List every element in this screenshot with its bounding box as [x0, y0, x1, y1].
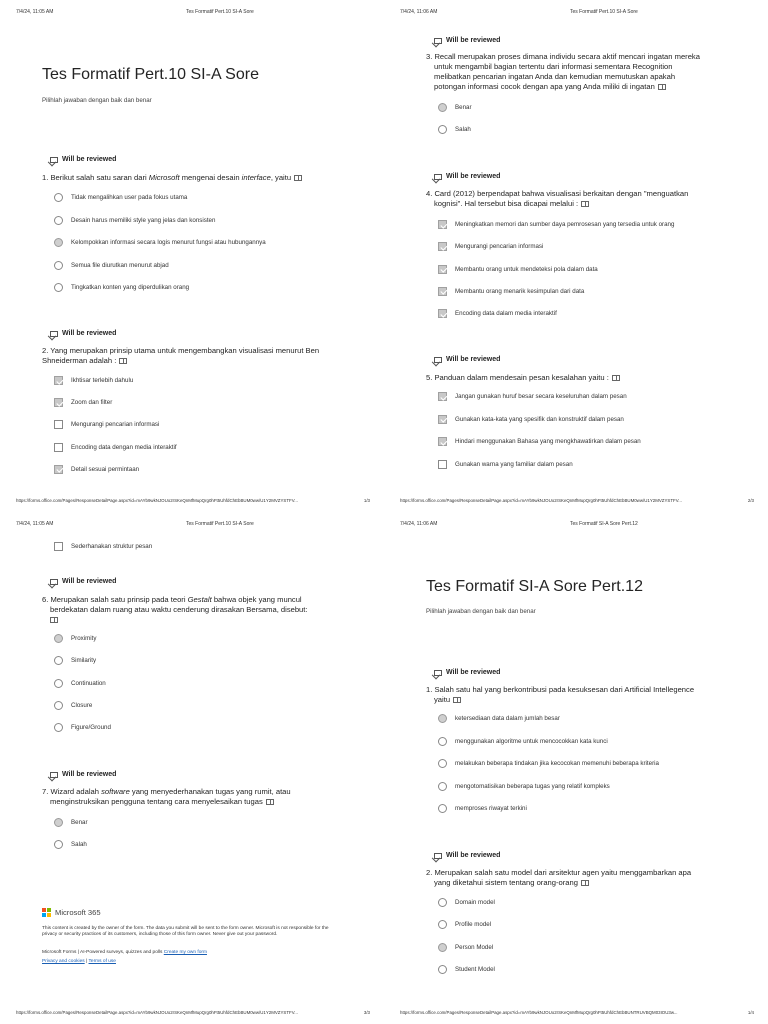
- radio-button[interactable]: [54, 723, 63, 732]
- pdf-page-2: [384, 0, 768, 512]
- page-footer: [0, 1010, 384, 1018]
- review-badge: [50, 330, 116, 337]
- answer-option-label: Tingkatkan konten yang diperdulikan orang: [71, 284, 190, 291]
- answer-option-label: Continuation: [71, 679, 106, 687]
- review-label: Will be reviewed: [62, 330, 117, 337]
- question-emphasis: Microsoft: [148, 173, 180, 182]
- review-badge: [50, 578, 116, 585]
- envelope-icon: [434, 357, 442, 363]
- answer-option[interactable]: [54, 840, 87, 849]
- review-label: Will be reviewed: [446, 356, 501, 363]
- answer-option-label: Salah: [455, 126, 471, 133]
- print-date: 7/4/24, 11:05 AM: [16, 9, 54, 15]
- envelope-icon: [434, 853, 442, 859]
- answer-option[interactable]: [438, 460, 573, 469]
- answer-option[interactable]: [54, 420, 159, 429]
- review-badge: [434, 356, 500, 363]
- radio-button[interactable]: [54, 216, 63, 225]
- answer-option[interactable]: [54, 542, 152, 551]
- answer-option-label: Benar: [455, 104, 472, 111]
- checkbox[interactable]: [438, 392, 447, 401]
- review-label: Will be reviewed: [62, 771, 117, 778]
- answer-option[interactable]: [438, 714, 560, 723]
- radio-button[interactable]: [438, 965, 447, 974]
- review-badge: [50, 771, 116, 778]
- radio-button[interactable]: [438, 804, 447, 813]
- answer-option[interactable]: [438, 242, 543, 251]
- form-subtitle: Pilihlah jawaban dengan baik dan benar: [42, 97, 152, 104]
- answer-option[interactable]: [438, 737, 608, 746]
- review-badge: [434, 173, 500, 180]
- page-footer: [384, 498, 768, 506]
- question-text: yang diketahui sistem tentang orang-orang: [434, 878, 578, 887]
- question-p12-2: [426, 868, 726, 888]
- page-header: [0, 521, 384, 529]
- radio-button[interactable]: [54, 701, 63, 710]
- answer-option[interactable]: [54, 283, 189, 292]
- form-subtitle: Pilihlah jawaban dengan baik dan benar: [426, 608, 536, 615]
- question-text: kognisi". Hal tersebut bisa dicapai melalui :: [434, 199, 579, 208]
- answer-option[interactable]: [54, 465, 139, 474]
- disclaimer-text: This content is created by the owner of the form. The data you submit will be sent to the form owner. Microsoft is not responsible for the privacy or security practices of its customers, including those of this form owner. Never give out your password.: [42, 926, 329, 937]
- answer-option[interactable]: [54, 656, 96, 665]
- legal-links: [42, 959, 116, 964]
- envelope-icon: [50, 331, 58, 337]
- page-footer: [0, 498, 384, 506]
- review-badge: [434, 852, 500, 859]
- answer-option[interactable]: [438, 898, 495, 907]
- radio-button[interactable]: [54, 679, 63, 688]
- question-text: 4. Card (2012) berpendapat bahwa visualisasi berkaitan dengan "menguatkan: [426, 189, 689, 198]
- answer-option[interactable]: [54, 701, 92, 710]
- answer-option[interactable]: [54, 398, 112, 407]
- answer-option-label: Encoding data dalam media interaktif: [455, 310, 557, 318]
- print-url: https://forms.office.com/Pages/ResponseDetailPage.aspx?id=mAYb9wkNJOUo2rSKeQnMfMupQrg0hFt5UhfdChEbBUNTRUVBQM03IOU3w...: [400, 1010, 678, 1015]
- page-number: 1/4: [747, 1010, 754, 1015]
- print-url: https://forms.office.com/Pages/ResponseDetailPage.aspx?id=mAYb9wkNJOUo2rSKeQnMfMupQrg0hFt5UhfdChEbBUM0ww/U1Y2MVZYSTFV...: [16, 498, 298, 503]
- print-date: 7/4/24, 11:05 AM: [16, 521, 54, 527]
- answer-option[interactable]: [54, 679, 106, 688]
- answer-option-label: Profile model: [455, 921, 492, 929]
- answer-option-label: Sederhanakan struktur pesan: [71, 543, 153, 550]
- question-5: [426, 373, 726, 383]
- question-text: melibatkan pencarian ingatan Anda dan kemudian memutuskan apakah: [434, 72, 676, 81]
- create-form-link[interactable]: Create my own form: [163, 950, 207, 955]
- answer-option[interactable]: [54, 634, 96, 643]
- checkbox[interactable]: [54, 465, 63, 474]
- answer-option-label: Student Model: [455, 965, 495, 973]
- answer-option[interactable]: [438, 415, 624, 424]
- microsoft-logo-icon: [42, 908, 51, 917]
- checkbox[interactable]: [438, 220, 447, 229]
- form-title: Tes Formatif Pert.10 SI-A Sore: [42, 66, 259, 83]
- answer-option-label: Person Model: [455, 943, 494, 951]
- answer-option[interactable]: [438, 220, 674, 229]
- microsoft-365-logo: [42, 908, 101, 917]
- radio-button[interactable]: [54, 283, 63, 292]
- radio-button[interactable]: [438, 103, 447, 112]
- answer-option-label: melakukan beberapa tindakan jika kecocokan memenuhi beberapa kriteria: [455, 760, 659, 767]
- radio-button[interactable]: [438, 714, 447, 723]
- radio-button[interactable]: [54, 656, 63, 665]
- checkbox[interactable]: [438, 460, 447, 469]
- answer-option[interactable]: [54, 193, 187, 202]
- question-text: mengenai desain: [179, 173, 242, 182]
- question-text: 7. Wizard adalah: [42, 787, 102, 796]
- review-label: Will be reviewed: [446, 669, 501, 676]
- answer-option-label: menggunakan algoritme untuk mencocokkan kata kunci: [455, 737, 608, 745]
- link-separator: |: [86, 959, 88, 964]
- print-url: https://forms.office.com/Pages/ResponseDetailPage.aspx?id=mAYb9wkNJOUo2rSKeQnMfMupQrg0hFt5UhfdChEbBUM0ww/U1Y2MVZYSTFV...: [400, 498, 682, 503]
- review-badge: [434, 669, 500, 676]
- question-text: , yaitu: [270, 173, 292, 182]
- immersive-reader-icon[interactable]: [612, 375, 620, 381]
- question-text: 1. Salah satu hal yang berkontribusi pada kesuksesan dari Artificial Intellegence: [426, 685, 695, 694]
- privacy-link[interactable]: Privacy and cookies: [42, 959, 85, 964]
- checkbox[interactable]: [54, 398, 63, 407]
- review-label: Will be reviewed: [62, 578, 117, 585]
- checkbox[interactable]: [54, 542, 63, 551]
- checkbox[interactable]: [438, 437, 447, 446]
- radio-button[interactable]: [438, 759, 447, 768]
- answer-option[interactable]: [54, 818, 88, 827]
- powered-by-line: [42, 950, 207, 955]
- question-p12-1: [426, 685, 726, 705]
- envelope-icon: [50, 579, 58, 585]
- radio-button[interactable]: [54, 818, 63, 827]
- answer-option-label: Membantu orang menarik kesimpulan dari data: [455, 287, 585, 295]
- review-label: Will be reviewed: [446, 37, 501, 44]
- immersive-reader-icon[interactable]: [119, 358, 127, 364]
- immersive-reader-icon[interactable]: [266, 799, 274, 805]
- pdf-page-1: [0, 0, 384, 512]
- radio-button[interactable]: [438, 782, 447, 791]
- print-title: Tes Formatif Pert.10 SI-A Sore: [186, 9, 254, 15]
- question-2: [42, 346, 342, 366]
- print-title: Tes Formatif SI-A Sore Pert.12: [570, 521, 638, 527]
- radio-button[interactable]: [438, 943, 447, 952]
- envelope-icon: [50, 157, 58, 163]
- answer-option[interactable]: [54, 443, 177, 452]
- question-text: menginstruksikan pengguna tentang cara menyelesaikan tugas: [50, 797, 263, 806]
- answer-option-label: Benar: [71, 819, 88, 826]
- question-text: Shneiderman adalah :: [42, 356, 117, 365]
- pdf-page-4: [384, 512, 768, 1024]
- answer-option-label: Gunakan warna yang familiar dalam pesan: [455, 460, 573, 468]
- answer-option-label: Closure: [71, 701, 93, 709]
- powered-by-text: Microsoft Forms | AI-Powered surveys, quizzes and polls: [42, 950, 163, 955]
- page-footer: [384, 1010, 768, 1018]
- page-number: 3/3: [363, 1010, 370, 1015]
- print-title: Tes Formatif Pert.10 SI-A Sore: [570, 9, 638, 15]
- answer-option[interactable]: [438, 287, 584, 296]
- question-6: [42, 595, 342, 625]
- answer-option[interactable]: [54, 261, 169, 270]
- immersive-reader-icon[interactable]: [453, 697, 461, 703]
- question-emphasis: interface: [241, 173, 271, 182]
- radio-button[interactable]: [54, 261, 63, 270]
- question-text: 1. Berikut salah satu saran dari: [42, 173, 149, 182]
- answer-option[interactable]: [438, 782, 610, 791]
- print-title: Tes Formatif Pert.10 SI-A Sore: [186, 521, 254, 527]
- question-7: [42, 787, 342, 807]
- answer-option-label: Membantu orang untuk mendeteksi pola dalam data: [455, 265, 598, 273]
- answer-option-label: Similarity: [71, 657, 97, 665]
- checkbox[interactable]: [54, 376, 63, 385]
- question-text: 2. Yang merupakan prinsip utama untuk mengembangkan visualisasi menurut Ben: [42, 346, 320, 355]
- immersive-reader-icon[interactable]: [658, 84, 666, 90]
- envelope-icon: [434, 38, 442, 44]
- answer-option-label: Encoding data dengan media interaktif: [71, 443, 177, 451]
- answer-option-label: Meningkatkan memori dan sumber daya pemrosesan yang tersedia untuk orang: [455, 221, 675, 228]
- answer-option-label: mengotomatisikan beberapa tugas yang relatif kompleks: [455, 782, 610, 790]
- answer-option-label: Salah: [71, 841, 87, 848]
- question-emphasis: software: [101, 787, 130, 796]
- answer-option-label: Proximity: [71, 635, 97, 642]
- checkbox[interactable]: [438, 242, 447, 251]
- terms-link[interactable]: Terms of use: [88, 959, 116, 964]
- pdf-page-3: [0, 512, 384, 1024]
- question-text: yaitu: [434, 695, 451, 704]
- radio-button[interactable]: [438, 125, 447, 134]
- answer-option-label: memproses riwayat terkini: [455, 805, 527, 812]
- question-emphasis: Gestalt: [187, 595, 212, 604]
- print-date: 7/4/24, 11:06 AM: [400, 521, 438, 527]
- answer-option[interactable]: [438, 965, 495, 974]
- envelope-icon: [50, 772, 58, 778]
- answer-option-label: Hindari menggunakan Bahasa yang mengkhawatirkan dalam pesan: [455, 438, 641, 445]
- immersive-reader-icon[interactable]: [581, 880, 589, 886]
- question-text: 5. Panduan dalam mendesain pesan kesalahan yaitu :: [426, 373, 609, 382]
- brand-name: Microsoft 365: [55, 908, 101, 917]
- immersive-reader-icon[interactable]: [581, 201, 589, 207]
- print-date: 7/4/24, 11:06 AM: [400, 9, 438, 15]
- radio-button[interactable]: [54, 840, 63, 849]
- radio-button[interactable]: [54, 634, 63, 643]
- page-number: 1/3: [363, 498, 370, 503]
- answer-option-label: Jangan gunakan huruf besar secara keseluruhan dalam pesan: [455, 393, 627, 400]
- checkbox[interactable]: [54, 420, 63, 429]
- answer-option[interactable]: [54, 376, 133, 385]
- answer-option[interactable]: [54, 238, 266, 247]
- answer-option[interactable]: [438, 125, 471, 134]
- review-label: Will be reviewed: [446, 173, 501, 180]
- answer-option[interactable]: [438, 309, 557, 318]
- form-title: Tes Formatif SI-A Sore Pert.12: [426, 578, 643, 595]
- answer-option[interactable]: [438, 265, 598, 274]
- answer-option-label: Kelompokkan informasi secara logis menurut fungsi atau hubungannya: [71, 239, 266, 246]
- answer-option-label: Semua file diurutkan menurut abjad: [71, 261, 169, 269]
- page-header: [384, 9, 768, 17]
- radio-button[interactable]: [438, 898, 447, 907]
- question-3: [426, 52, 726, 92]
- answer-option-label: Mengurangi pencarian informasi: [455, 243, 544, 251]
- question-4: [426, 189, 726, 209]
- radio-button[interactable]: [54, 238, 63, 247]
- checkbox[interactable]: [54, 443, 63, 452]
- answer-option-label: Ikhtisar terlebih dahulu: [71, 377, 134, 384]
- question-text: yang menyederhanakan tugas yang rumit, atau: [129, 787, 291, 796]
- review-badge: [50, 156, 116, 163]
- page-header: [384, 521, 768, 529]
- envelope-icon: [434, 670, 442, 676]
- question-text: 6. Merupakan salah satu prinsip pada teori: [42, 595, 188, 604]
- review-label: Will be reviewed: [446, 852, 501, 859]
- answer-option[interactable]: [438, 920, 491, 929]
- answer-option[interactable]: [54, 723, 111, 732]
- checkbox[interactable]: [438, 265, 447, 274]
- review-label: Will be reviewed: [62, 156, 117, 163]
- page-number: 2/3: [747, 498, 754, 503]
- checkbox[interactable]: [438, 309, 447, 318]
- answer-option-label: Zoom dan filter: [71, 399, 113, 407]
- answer-option-label: Tidak mengalihkan user pada fokus utama: [71, 194, 188, 201]
- question-text: berdekatan dalam ruang atau waktu cenderung dirasakan Bersama, disebut:: [50, 605, 308, 614]
- answer-option-label: Domain model: [455, 899, 495, 906]
- immersive-reader-icon[interactable]: [50, 617, 58, 623]
- question-text: 3. Recall merupakan proses dimana individu secara aktif mencari ingatan mereka: [426, 52, 700, 61]
- review-badge: [434, 37, 500, 44]
- checkbox[interactable]: [438, 287, 447, 296]
- question-text: 2. Merupakan salah satu model dari arsitektur agen yaitu menggambarkan apa: [426, 868, 692, 877]
- question-text: untuk mengambil bagian tertentu dari informasi sementara Recognition: [434, 62, 673, 71]
- radio-button[interactable]: [54, 193, 63, 202]
- question-text: potongan informasi cocok dengan apa yang Anda miliki di ingatan: [434, 82, 655, 91]
- answer-option-label: Gunakan kata-kata yang spesifik dan konstruktif dalam pesan: [455, 415, 624, 423]
- answer-option-label: Mengurangi pencarian informasi: [71, 421, 160, 429]
- answer-option-label: Desain harus memiliki style yang jelas dan konsisten: [71, 216, 216, 224]
- radio-button[interactable]: [438, 920, 447, 929]
- immersive-reader-icon[interactable]: [294, 175, 302, 181]
- answer-option[interactable]: [438, 759, 659, 768]
- print-url: https://forms.office.com/Pages/ResponseDetailPage.aspx?id=mAYb9wkNJOUo2rSKeQnMfMupQrg0hFt5UhfdChEbBUM0ww/U1Y2MVZYSTFV...: [16, 1010, 298, 1015]
- answer-option[interactable]: [438, 943, 493, 952]
- answer-option[interactable]: [438, 103, 472, 112]
- page-header: [0, 9, 384, 17]
- answer-option-label: Detail sesuai permintaan: [71, 465, 140, 473]
- radio-button[interactable]: [438, 737, 447, 746]
- question-1: [42, 173, 342, 183]
- answer-option[interactable]: [438, 392, 627, 401]
- answer-option[interactable]: [438, 804, 527, 813]
- answer-option-label: Figure/Ground: [71, 724, 111, 732]
- answer-option[interactable]: [438, 437, 641, 446]
- envelope-icon: [434, 174, 442, 180]
- answer-option[interactable]: [54, 216, 215, 225]
- answer-option-label: ketersediaan data dalam jumlah besar: [455, 715, 560, 722]
- question-text: bahwa objek yang muncul: [211, 595, 302, 604]
- checkbox[interactable]: [438, 415, 447, 424]
